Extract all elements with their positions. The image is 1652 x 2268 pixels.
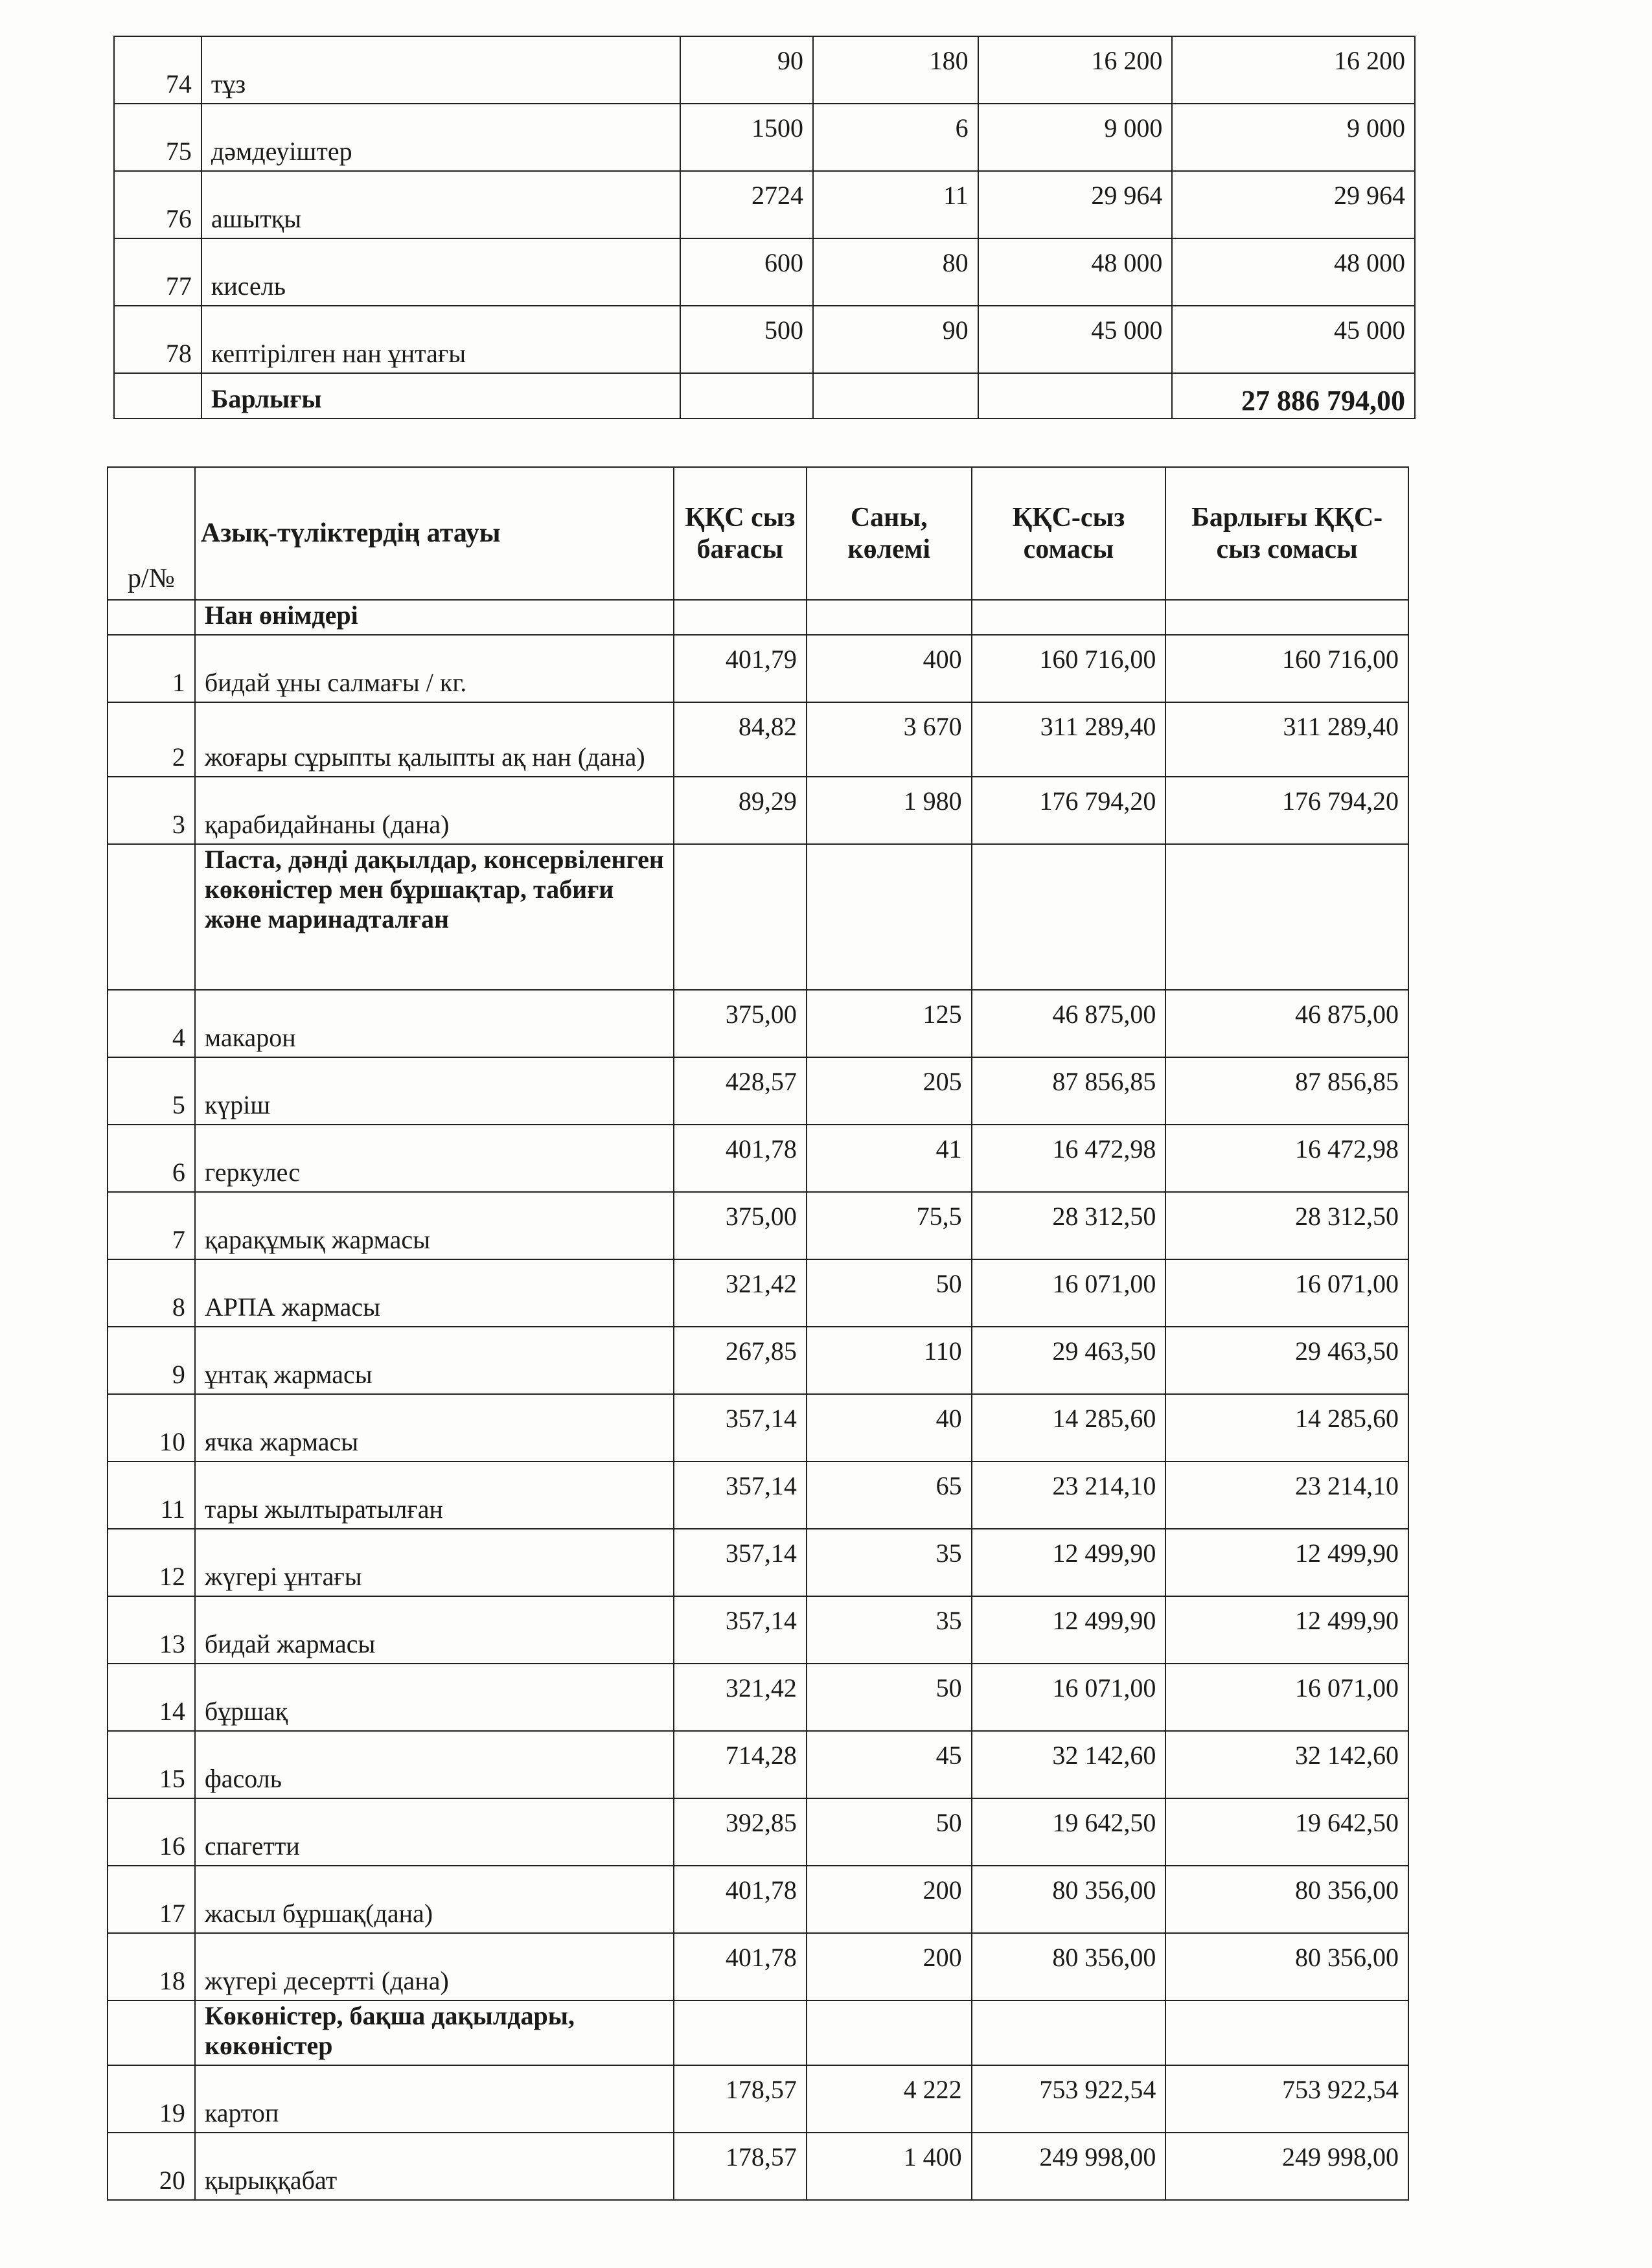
- item-price: 1500: [680, 104, 813, 171]
- item-name: ашытқы: [201, 171, 680, 238]
- item-price: 375,00: [674, 990, 807, 1057]
- item-total: 29 964: [1172, 171, 1415, 238]
- item-name: ячка жармасы: [195, 1394, 674, 1461]
- table-row: [108, 1866, 1408, 1933]
- item-total: 28 312,50: [1165, 1192, 1408, 1259]
- total-value: 27 886 794,00: [1172, 373, 1415, 418]
- header-index: р/№: [108, 467, 195, 600]
- item-sum: 29 463,50: [972, 1327, 1166, 1394]
- row-index: 16: [108, 1798, 195, 1866]
- item-sum: 16 472,98: [972, 1125, 1166, 1192]
- item-sum: 16 071,00: [972, 1664, 1166, 1731]
- item-name: АРПА жармасы: [195, 1259, 674, 1327]
- item-quantity: 90: [813, 306, 978, 373]
- item-price: 401,78: [674, 1866, 807, 1933]
- item-sum: 14 285,60: [972, 1394, 1166, 1461]
- section-total: [1165, 600, 1408, 635]
- row-index: 5: [108, 1057, 195, 1125]
- item-quantity: 65: [807, 1461, 972, 1529]
- row-index: 9: [108, 1327, 195, 1394]
- header-name: Азық-түліктердің атауы: [195, 467, 674, 600]
- section-index: [108, 600, 195, 635]
- item-sum: 176 794,20: [972, 777, 1166, 844]
- item-name: бұршақ: [195, 1664, 674, 1731]
- item-price: 600: [680, 238, 813, 306]
- item-sum: 46 875,00: [972, 990, 1166, 1057]
- item-name: қырыққабат: [195, 2133, 674, 2200]
- item-price: 89,29: [674, 777, 807, 844]
- item-price: 714,28: [674, 1731, 807, 1798]
- item-quantity: 40: [807, 1394, 972, 1461]
- item-price: 401,78: [674, 1125, 807, 1192]
- food-items-table: [107, 466, 1409, 2201]
- section-row: [108, 600, 1408, 635]
- table-row: [108, 990, 1408, 1057]
- item-quantity: 6: [813, 104, 978, 171]
- row-index: 76: [114, 171, 201, 238]
- row-index: 11: [108, 1461, 195, 1529]
- item-name: геркулес: [195, 1125, 674, 1192]
- item-name: бидай ұны салмағы / кг.: [195, 635, 674, 702]
- item-name: кептірілген нан ұнтағы: [201, 306, 680, 373]
- item-name: ұнтақ жармасы: [195, 1327, 674, 1394]
- total-row: [114, 373, 1415, 418]
- item-name: кисель: [201, 238, 680, 306]
- table-header-row: [108, 467, 1408, 600]
- row-index: 10: [108, 1394, 195, 1461]
- table-row: [108, 777, 1408, 844]
- table-row: [108, 1596, 1408, 1664]
- item-quantity: 50: [807, 1798, 972, 1866]
- header-quantity: Саны, көлемі: [807, 467, 972, 600]
- item-sum: 29 964: [978, 171, 1173, 238]
- table-row: [114, 36, 1415, 104]
- row-index: 74: [114, 36, 201, 104]
- item-name: фасоль: [195, 1731, 674, 1798]
- item-total: 9 000: [1172, 104, 1415, 171]
- total-index: [114, 373, 201, 418]
- item-total: 48 000: [1172, 238, 1415, 306]
- item-total: 23 214,10: [1165, 1461, 1408, 1529]
- item-quantity: 3 670: [807, 702, 972, 777]
- top-items-table: [113, 36, 1416, 419]
- header-total: Барлығы ҚҚС-сыз сомасы: [1165, 467, 1408, 600]
- item-sum: 16 071,00: [972, 1259, 1166, 1327]
- item-quantity: 41: [807, 1125, 972, 1192]
- item-quantity: 75,5: [807, 1192, 972, 1259]
- section-title: Көкөністер, бақша дақылдары, көкөністер: [195, 2000, 674, 2065]
- item-quantity: 205: [807, 1057, 972, 1125]
- item-name: жоғары сұрыпты қалыпты ақ нан (дана): [195, 702, 674, 777]
- table-row: [114, 104, 1415, 171]
- item-name: тары жылтыратылған: [195, 1461, 674, 1529]
- table-row: [108, 635, 1408, 702]
- item-name: макарон: [195, 990, 674, 1057]
- table-row: [108, 1057, 1408, 1125]
- item-total: 12 499,90: [1165, 1529, 1408, 1596]
- item-quantity: 400: [807, 635, 972, 702]
- item-sum: 753 922,54: [972, 2065, 1166, 2133]
- row-index: 12: [108, 1529, 195, 1596]
- section-total: [1165, 2000, 1408, 2065]
- item-name: күріш: [195, 1057, 674, 1125]
- item-total: 16 200: [1172, 36, 1415, 104]
- table-row: [108, 1192, 1408, 1259]
- item-total: 32 142,60: [1165, 1731, 1408, 1798]
- item-quantity: 4 222: [807, 2065, 972, 2133]
- item-quantity: 1 400: [807, 2133, 972, 2200]
- item-total: 249 998,00: [1165, 2133, 1408, 2200]
- item-sum: 87 856,85: [972, 1057, 1166, 1125]
- item-total: 19 642,50: [1165, 1798, 1408, 1866]
- item-price: 401,79: [674, 635, 807, 702]
- item-name: тұз: [201, 36, 680, 104]
- item-name: спагетти: [195, 1798, 674, 1866]
- item-total: 16 071,00: [1165, 1259, 1408, 1327]
- item-price: 375,00: [674, 1192, 807, 1259]
- item-total: 45 000: [1172, 306, 1415, 373]
- table-row: [108, 1125, 1408, 1192]
- item-price: 321,42: [674, 1664, 807, 1731]
- item-sum: 12 499,90: [972, 1596, 1166, 1664]
- total-sum: [978, 373, 1173, 418]
- section-sum: [972, 2000, 1166, 2065]
- item-price: 357,14: [674, 1394, 807, 1461]
- item-sum: 80 356,00: [972, 1933, 1166, 2000]
- table-row: [108, 1259, 1408, 1327]
- item-sum: 80 356,00: [972, 1866, 1166, 1933]
- item-quantity: 45: [807, 1731, 972, 1798]
- item-sum: 12 499,90: [972, 1529, 1166, 1596]
- item-name: жүгері ұнтағы: [195, 1529, 674, 1596]
- section-row: [108, 2000, 1408, 2065]
- item-total: 46 875,00: [1165, 990, 1408, 1057]
- row-index: 7: [108, 1192, 195, 1259]
- item-quantity: 50: [807, 1664, 972, 1731]
- table-row: [108, 1664, 1408, 1731]
- item-total: 29 463,50: [1165, 1327, 1408, 1394]
- row-index: 8: [108, 1259, 195, 1327]
- table-row: [108, 1461, 1408, 1529]
- item-total: 753 922,54: [1165, 2065, 1408, 2133]
- item-price: 90: [680, 36, 813, 104]
- row-index: 19: [108, 2065, 195, 2133]
- table-row: [108, 1798, 1408, 1866]
- item-total: 14 285,60: [1165, 1394, 1408, 1461]
- table-row: [114, 306, 1415, 373]
- item-sum: 249 998,00: [972, 2133, 1166, 2200]
- row-index: 2: [108, 702, 195, 777]
- section-quantity: [807, 600, 972, 635]
- item-quantity: 200: [807, 1866, 972, 1933]
- row-index: 77: [114, 238, 201, 306]
- row-index: 13: [108, 1596, 195, 1664]
- table-row: [108, 1327, 1408, 1394]
- header-price: ҚҚС сыз бағасы: [674, 467, 807, 600]
- table-row: [114, 238, 1415, 306]
- row-index: 1: [108, 635, 195, 702]
- total-quantity: [813, 373, 978, 418]
- item-price: 84,82: [674, 702, 807, 777]
- item-name: картоп: [195, 2065, 674, 2133]
- table-row: [108, 1529, 1408, 1596]
- item-price: 178,57: [674, 2065, 807, 2133]
- item-sum: 19 642,50: [972, 1798, 1166, 1866]
- table-row: [108, 1394, 1408, 1461]
- item-price: 392,85: [674, 1798, 807, 1866]
- row-index: 14: [108, 1664, 195, 1731]
- header-sum: ҚҚС-сыз сомасы: [972, 467, 1166, 600]
- row-index: 17: [108, 1866, 195, 1933]
- section-price: [674, 2000, 807, 2065]
- item-sum: 16 200: [978, 36, 1173, 104]
- row-index: 75: [114, 104, 201, 171]
- item-total: 80 356,00: [1165, 1933, 1408, 2000]
- item-total: 311 289,40: [1165, 702, 1408, 777]
- item-price: 2724: [680, 171, 813, 238]
- section-total: [1165, 844, 1408, 990]
- item-total: 16 071,00: [1165, 1664, 1408, 1731]
- item-quantity: 180: [813, 36, 978, 104]
- item-price: 500: [680, 306, 813, 373]
- item-quantity: 125: [807, 990, 972, 1057]
- table-row: [108, 2065, 1408, 2133]
- item-total: 160 716,00: [1165, 635, 1408, 702]
- section-index: [108, 844, 195, 990]
- item-price: 357,14: [674, 1596, 807, 1664]
- item-total: 87 856,85: [1165, 1057, 1408, 1125]
- item-sum: 28 312,50: [972, 1192, 1166, 1259]
- item-price: 357,14: [674, 1529, 807, 1596]
- item-quantity: 35: [807, 1596, 972, 1664]
- item-quantity: 50: [807, 1259, 972, 1327]
- section-price: [674, 844, 807, 990]
- item-name: дәмдеуіштер: [201, 104, 680, 171]
- item-price: 428,57: [674, 1057, 807, 1125]
- item-name: жасыл бұршақ(дана): [195, 1866, 674, 1933]
- row-index: 6: [108, 1125, 195, 1192]
- item-name: қарақұмық жармасы: [195, 1192, 674, 1259]
- item-sum: 45 000: [978, 306, 1173, 373]
- section-title: Паста, дәнді дақылдар, консервіленген көкөністер мен бұршақтар, табиғи және маринадталған: [195, 844, 674, 990]
- section-sum: [972, 600, 1166, 635]
- section-sum: [972, 844, 1166, 990]
- section-row: [108, 844, 1408, 990]
- item-total: 16 472,98: [1165, 1125, 1408, 1192]
- item-price: 401,78: [674, 1933, 807, 2000]
- section-quantity: [807, 844, 972, 990]
- row-index: 4: [108, 990, 195, 1057]
- table-row: [114, 171, 1415, 238]
- item-sum: 9 000: [978, 104, 1173, 171]
- section-index: [108, 2000, 195, 2065]
- item-sum: 23 214,10: [972, 1461, 1166, 1529]
- item-total: 176 794,20: [1165, 777, 1408, 844]
- row-index: 3: [108, 777, 195, 844]
- row-index: 15: [108, 1731, 195, 1798]
- table-row: [108, 1731, 1408, 1798]
- item-sum: 32 142,60: [972, 1731, 1166, 1798]
- item-name: жүгері десертті (дана): [195, 1933, 674, 2000]
- item-sum: 48 000: [978, 238, 1173, 306]
- item-quantity: 200: [807, 1933, 972, 2000]
- item-quantity: 1 980: [807, 777, 972, 844]
- item-sum: 311 289,40: [972, 702, 1166, 777]
- row-index: 18: [108, 1933, 195, 2000]
- item-price: 321,42: [674, 1259, 807, 1327]
- item-quantity: 35: [807, 1529, 972, 1596]
- table-row: [108, 2133, 1408, 2200]
- item-price: 357,14: [674, 1461, 807, 1529]
- total-label: Барлығы: [201, 373, 680, 418]
- item-name: қарабидайнаны (дана): [195, 777, 674, 844]
- item-total: 80 356,00: [1165, 1866, 1408, 1933]
- table-row: [108, 702, 1408, 777]
- table-row: [108, 1933, 1408, 2000]
- item-price: 267,85: [674, 1327, 807, 1394]
- item-sum: 160 716,00: [972, 635, 1166, 702]
- section-title: Нан өнімдері: [195, 600, 674, 635]
- row-index: 78: [114, 306, 201, 373]
- section-quantity: [807, 2000, 972, 2065]
- item-price: 178,57: [674, 2133, 807, 2200]
- item-quantity: 110: [807, 1327, 972, 1394]
- row-index: 20: [108, 2133, 195, 2200]
- item-name: бидай жармасы: [195, 1596, 674, 1664]
- section-price: [674, 600, 807, 635]
- item-quantity: 11: [813, 171, 978, 238]
- total-price: [680, 373, 813, 418]
- item-total: 12 499,90: [1165, 1596, 1408, 1664]
- item-quantity: 80: [813, 238, 978, 306]
